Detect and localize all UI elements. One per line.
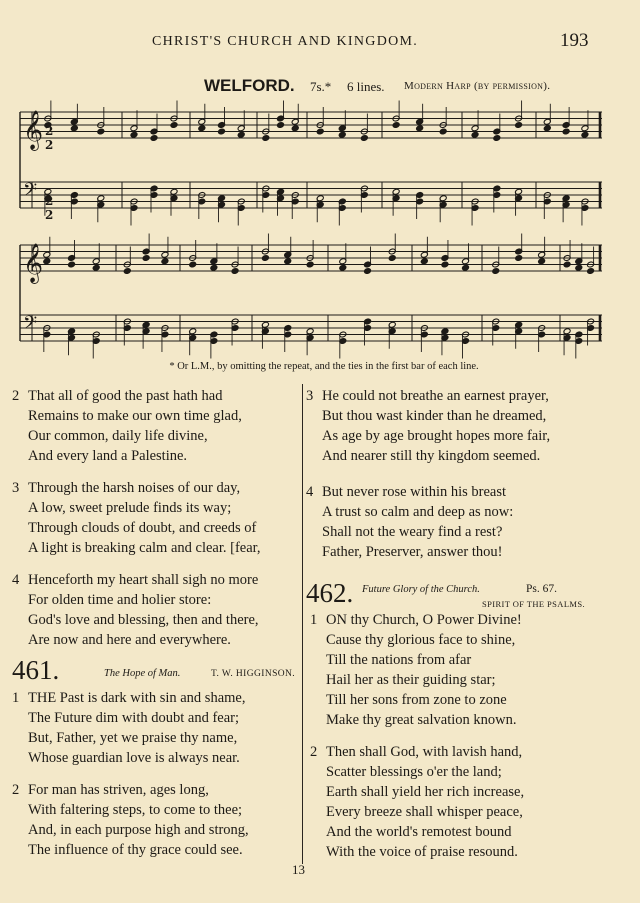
note-head: [543, 125, 551, 132]
note-head: [170, 122, 178, 129]
verse-text: Scatter blessings o'er the land;: [326, 764, 502, 780]
note-head: [231, 268, 239, 275]
verse-line: [12, 478, 261, 498]
verse-line: [306, 542, 513, 562]
stanza-number: 4: [12, 572, 20, 588]
verse-text: But thou wast kinder than he dreamed,: [322, 408, 547, 424]
note-head: [261, 255, 269, 262]
column-divider: [302, 384, 303, 864]
tune-meter: 7s.*: [310, 79, 332, 94]
note-head: [316, 128, 324, 135]
verse-text: The influence of thy grace could see.: [28, 842, 243, 858]
note-head: [68, 261, 76, 268]
note-head: [493, 135, 501, 142]
verse-text: For man has striven, ages long,: [28, 782, 209, 798]
hymn-461-stanza-2: [12, 780, 249, 860]
tune-heading: [0, 76, 640, 96]
hymn-subject: Future Glory of the Church.: [362, 584, 480, 595]
note-head: [420, 258, 428, 265]
stanza-number: 2: [310, 744, 318, 760]
verse-line: [12, 518, 261, 538]
note-head: [515, 255, 523, 262]
note-head: [306, 261, 314, 268]
verse-text: God's love and blessing, then and there,: [28, 612, 259, 628]
note-head: [123, 268, 131, 275]
note-head: [43, 258, 51, 265]
note-head: [538, 258, 546, 265]
verse-text: Then shall God, with lavish hand,: [326, 744, 523, 760]
verse-text: And, in each purpose high and strong,: [28, 822, 249, 838]
stanza-number: 3: [306, 388, 314, 404]
verse-line: [306, 522, 513, 542]
verse-text: With the voice of praise resound.: [326, 844, 518, 860]
verse-text: And every land a Palestine.: [28, 448, 188, 464]
hymn-number: 462.: [306, 578, 354, 608]
verse-line: [12, 498, 261, 518]
verse-text: Through clouds of doubt, and creeds of: [28, 520, 257, 536]
right-stanza-4: [306, 482, 513, 562]
verse-line: [12, 386, 242, 406]
verse-text: Henceforth my heart shall sigh no more: [28, 572, 259, 588]
bass-clef-icon: 𝄢: [23, 180, 38, 205]
verse-text: But never rose within his breast: [322, 484, 507, 500]
verse-line: [310, 670, 522, 690]
verse-line: [12, 610, 259, 630]
verse-line: [12, 426, 242, 446]
verse-line: [12, 748, 245, 768]
verse-text: The Future dim with doubt and fear;: [28, 710, 240, 726]
tune-lines: 6 lines.: [347, 79, 385, 94]
note-head: [581, 131, 589, 138]
stanza-number: 1: [310, 612, 318, 628]
stanza-number: 1: [12, 690, 20, 706]
note-head: [277, 122, 285, 129]
hymn-subject: The Hope of Man.: [104, 668, 181, 679]
verse-line: [306, 446, 550, 466]
note-head: [360, 135, 368, 142]
note-head: [198, 125, 206, 132]
verse-text: Till the nations from afar: [326, 652, 472, 668]
verse-line: [12, 840, 249, 860]
note-head: [471, 131, 479, 138]
verse-text: And nearer still thy kingdom seemed.: [322, 448, 541, 464]
verse-line: [310, 762, 524, 782]
verse-text: He could not breathe an earnest prayer,: [322, 388, 549, 404]
page-number: 193: [560, 30, 589, 51]
verse-text: Every breeze shall whisper peace,: [326, 804, 523, 820]
verse-text: Whose guardian love is always near.: [28, 750, 240, 766]
verse-line: [12, 446, 242, 466]
verse-line: [306, 426, 550, 446]
hymn-462-stanza-1: [310, 610, 522, 730]
verse-text: That all of good the past hath had: [28, 388, 223, 404]
note-head: [492, 268, 500, 275]
left-stanza-3: [12, 478, 261, 558]
note-head: [150, 135, 158, 142]
note-head: [189, 261, 197, 268]
verse-line: [306, 502, 513, 522]
running-title: CHRIST'S CHURCH AND KINGDOM.: [152, 34, 419, 49]
left-stanza-4: [12, 570, 259, 650]
verse-line: [306, 482, 513, 502]
note-head: [97, 128, 105, 135]
verse-line: [310, 650, 522, 670]
verse-text: A low, sweet prelude finds its way;: [28, 500, 232, 516]
treble-clef-icon: 𝄞: [23, 243, 44, 283]
treble-clef-icon: 𝄞: [23, 110, 44, 150]
note-head: [364, 268, 372, 275]
note-head: [284, 258, 292, 265]
verse-line: [310, 610, 522, 630]
running-head: [0, 30, 640, 54]
verse-text: As age by age brought hopes more fair,: [322, 428, 551, 444]
time-signature: 2: [45, 124, 54, 138]
verse-line: [310, 690, 522, 710]
hymn-461-heading: [12, 655, 296, 685]
note-head: [441, 261, 449, 268]
verse-text: Till her sons from zone to zone: [326, 692, 507, 708]
hymn-462-heading: [306, 578, 606, 614]
verse-text: Make thy great salvation known.: [326, 712, 517, 728]
note-head: [439, 128, 447, 135]
verse-line: [310, 842, 524, 862]
note-head: [575, 264, 583, 271]
tune-name: WELFORD.: [204, 76, 295, 95]
time-signature: 2: [45, 194, 54, 208]
note-head: [130, 131, 138, 138]
verse-line: [12, 820, 249, 840]
verse-line: [12, 728, 245, 748]
signature-mark: 13: [292, 862, 305, 877]
verse-line: [310, 742, 524, 762]
verse-text: Through the harsh noises of our day,: [28, 480, 241, 496]
verse-text: With faltering steps, to come to thee;: [28, 802, 243, 818]
note-head: [562, 128, 570, 135]
verse-line: [12, 406, 242, 426]
note-head: [161, 258, 169, 265]
note-head: [587, 268, 595, 275]
tune-footnote: [0, 361, 640, 372]
verse-text: Hail her as their guiding star;: [326, 672, 496, 688]
hymn-461-stanza-1: [12, 688, 245, 768]
verse-line: [12, 630, 259, 650]
verse-line: [12, 538, 261, 558]
note-head: [563, 261, 571, 268]
note-head: [392, 122, 400, 129]
verse-text: A trust so calm and deep as now:: [322, 504, 514, 520]
note-head: [515, 122, 523, 129]
note-head: [416, 125, 424, 132]
verse-text: Remains to make our own time glad,: [28, 408, 242, 424]
stanza-number: 2: [12, 782, 20, 798]
note-head: [70, 125, 78, 132]
note-head: [462, 264, 470, 271]
left-stanza-2: [12, 386, 242, 466]
stanza-number: 4: [306, 484, 314, 500]
verse-text: Our common, daily life divine,: [28, 428, 208, 444]
bass-clef-icon: 𝄢: [23, 313, 38, 338]
verse-line: [12, 570, 259, 590]
verse-line: [310, 630, 522, 650]
note-head: [339, 264, 347, 271]
verse-text: Are now and here and everywhere.: [28, 632, 231, 648]
hymn-author: T. W. HIGGINSON.: [211, 669, 296, 679]
hymn-source: SPIRIT OF THE PSALMS.: [482, 599, 586, 609]
verse-line: [12, 780, 249, 800]
verse-text: Father, Preserver, answer thou!: [322, 544, 503, 560]
verse-text: A light is breaking calm and clear. [fear,: [28, 540, 261, 556]
note-head: [210, 264, 218, 271]
right-stanza-3: [306, 386, 550, 466]
stanza-number: 2: [12, 388, 20, 404]
verse-line: [310, 782, 524, 802]
verse-text: Earth shall yield her rich increase,: [326, 784, 525, 800]
tune-source: Modern Harp (by permission).: [404, 80, 551, 92]
verse-line: [306, 406, 550, 426]
hymn-462-stanza-2: [310, 742, 524, 862]
time-signature: 2: [45, 208, 54, 222]
verse-text: Shall not the weary find a rest?: [322, 524, 503, 540]
footnote-text: * Or L.M., by omitting the repeat, and the ties in the first bar of each line.: [169, 361, 479, 372]
note-head: [338, 131, 346, 138]
hymn-number: 461.: [12, 655, 60, 685]
verse-line: [310, 822, 524, 842]
hymn-psalm: Ps. 67.: [526, 583, 557, 595]
verse-line: [12, 800, 249, 820]
verse-line: [12, 590, 259, 610]
note-head: [291, 125, 299, 132]
verse-line: [310, 710, 522, 730]
verse-line: [12, 688, 245, 708]
verse-line: [12, 708, 245, 728]
note-head: [92, 264, 100, 271]
note-head: [388, 255, 396, 262]
music-score: [12, 100, 612, 360]
note-head: [262, 135, 270, 142]
stanza-number: 3: [12, 480, 20, 496]
note-head: [218, 128, 226, 135]
verse-line: [310, 802, 524, 822]
note-head: [142, 255, 150, 262]
time-signature: 2: [45, 138, 54, 152]
verse-text: Cause thy glorious face to shine,: [326, 632, 516, 648]
verse-text: But, Father, yet we praise thy name,: [28, 730, 238, 746]
verse-text: THE Past is dark with sin and shame,: [28, 690, 246, 706]
verse-text: And the world's remotest bound: [326, 824, 512, 840]
verse-line: [306, 386, 550, 406]
note-head: [237, 131, 245, 138]
verse-text: For olden time and holier store:: [28, 592, 212, 608]
verse-text: ON thy Church, O Power Divine!: [326, 612, 522, 628]
